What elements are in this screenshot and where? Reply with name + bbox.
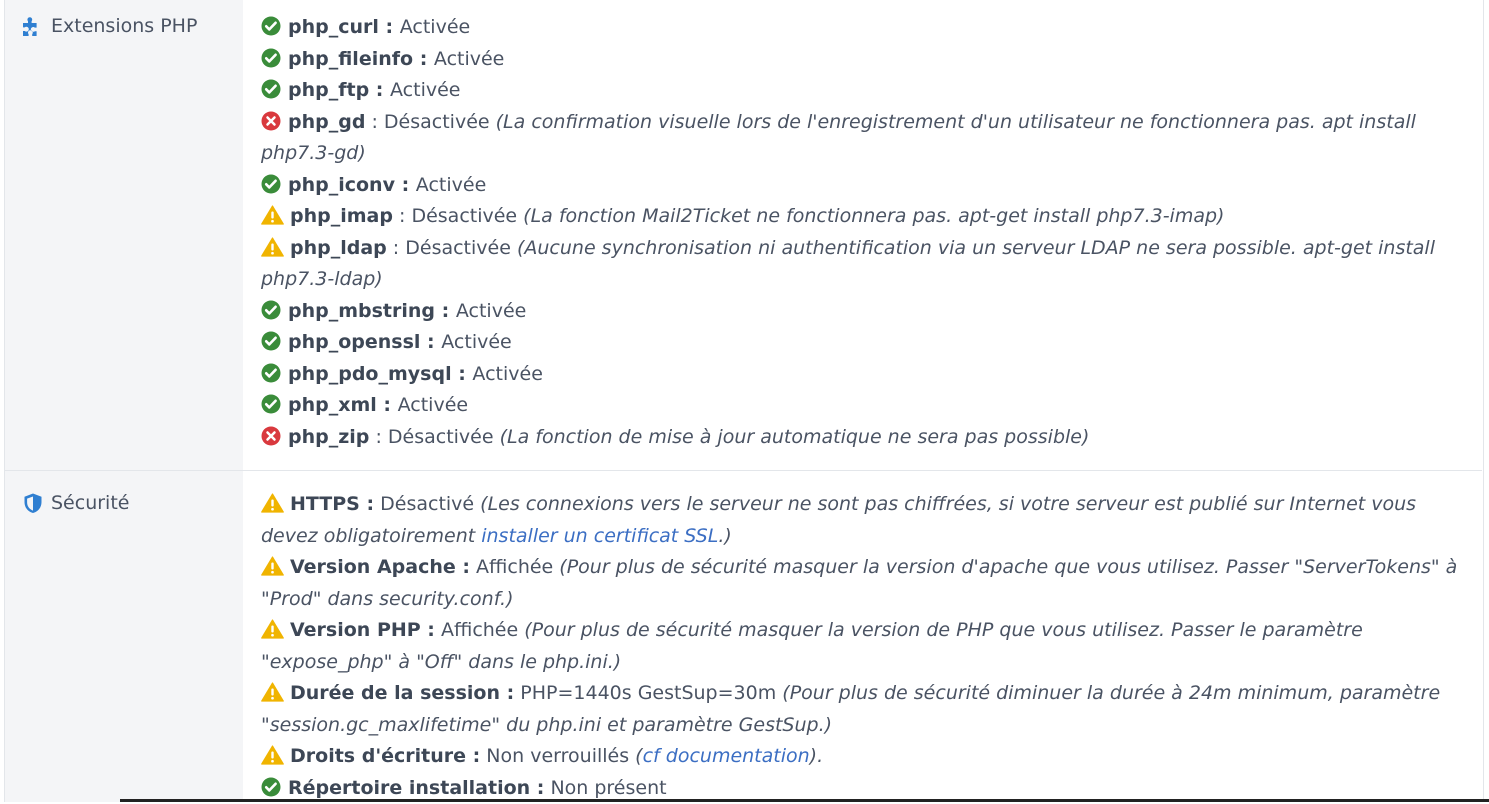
error-circle-icon bbox=[261, 111, 281, 131]
separator: : bbox=[377, 394, 398, 416]
extension-item bbox=[261, 233, 1468, 296]
security-item bbox=[261, 678, 1468, 741]
status-note-end: ). bbox=[810, 745, 823, 767]
security-name: Répertoire installation : bbox=[288, 777, 544, 799]
separator: : bbox=[452, 363, 473, 385]
extension-name: php_imap bbox=[290, 205, 393, 227]
separator: : bbox=[369, 426, 387, 448]
extensions-list bbox=[261, 12, 1468, 453]
label-column bbox=[5, 471, 243, 802]
security-name: HTTPS : bbox=[290, 493, 374, 515]
separator: : bbox=[420, 331, 441, 353]
section-label-extensions bbox=[21, 15, 197, 37]
warning-triangle-icon bbox=[261, 493, 284, 513]
extension-item bbox=[261, 201, 1468, 233]
status-value: Affichée bbox=[476, 556, 553, 578]
error-circle-icon bbox=[261, 426, 281, 446]
extension-name: php_curl bbox=[288, 16, 379, 38]
check-circle-icon bbox=[261, 16, 281, 36]
status-note-end: .) bbox=[718, 525, 731, 547]
warning-triangle-icon bbox=[261, 619, 284, 639]
status-value: Activée bbox=[472, 363, 542, 385]
status-note: ( bbox=[635, 745, 642, 767]
section-label-security bbox=[21, 492, 129, 514]
check-circle-icon bbox=[261, 363, 281, 383]
status-value: Désactivée bbox=[388, 426, 494, 448]
check-circle-icon bbox=[261, 777, 281, 797]
documentation-link[interactable]: installer un certificat SSL bbox=[481, 525, 718, 547]
section-label-text: Extensions PHP bbox=[51, 15, 197, 37]
extension-name: php_mbstring bbox=[288, 300, 435, 322]
status-note: (Pour plus de sécurité masquer la version de PHP que vous utilisez. Passer le paramètre "expose_php" à "Off" dans le php.ini.) bbox=[261, 619, 1363, 673]
extension-item bbox=[261, 327, 1468, 359]
puzzle-icon bbox=[21, 15, 45, 37]
extension-item bbox=[261, 359, 1468, 391]
extension-name: php_iconv bbox=[288, 174, 395, 196]
extension-name: php_zip bbox=[288, 426, 369, 448]
warning-triangle-icon bbox=[261, 745, 284, 765]
status-note: (Pour plus de sécurité masquer la version d'apache que vous utilisez. Passer "ServerTokens" à "Prod" dans security.conf.) bbox=[261, 556, 1457, 610]
check-circle-icon bbox=[261, 174, 281, 194]
extension-name: php_xml bbox=[288, 394, 377, 416]
warning-triangle-icon bbox=[261, 556, 284, 576]
security-item bbox=[261, 741, 1468, 773]
extension-name: php_openssl bbox=[288, 331, 420, 353]
status-value: Activée bbox=[390, 79, 460, 101]
extension-item bbox=[261, 422, 1468, 454]
separator: : bbox=[395, 174, 416, 196]
extension-item bbox=[261, 390, 1468, 422]
status-note: (Aucune synchronisation ni authentification via un serveur LDAP ne sera possible. apt-get install php7.3-ldap) bbox=[261, 237, 1435, 291]
section-label-text: Sécurité bbox=[51, 492, 129, 514]
status-value: Désactivé bbox=[380, 493, 474, 515]
status-value: Affichée bbox=[441, 619, 518, 641]
security-list bbox=[261, 489, 1468, 804]
check-circle-icon bbox=[261, 79, 281, 99]
status-value: Activée bbox=[456, 300, 526, 322]
extension-name: php_ldap bbox=[290, 237, 387, 259]
check-circle-icon bbox=[261, 300, 281, 320]
warning-triangle-icon bbox=[261, 205, 284, 225]
security-name: Version Apache : bbox=[290, 556, 470, 578]
extension-item bbox=[261, 12, 1468, 44]
separator: : bbox=[365, 111, 383, 133]
security-item bbox=[261, 615, 1468, 678]
separator: : bbox=[393, 205, 411, 227]
status-value: Désactivée bbox=[411, 205, 517, 227]
separator: : bbox=[379, 16, 400, 38]
status-note: (Pour plus de sécurité diminuer la durée à 24m minimum, paramètre "session.gc_maxlifetime" du php.ini et paramètre GestSup.) bbox=[261, 682, 1440, 736]
extension-name: php_gd bbox=[288, 111, 365, 133]
status-value: Activée bbox=[441, 331, 511, 353]
status-value: Activée bbox=[416, 174, 486, 196]
status-value: Désactivée bbox=[405, 237, 511, 259]
label-column bbox=[5, 0, 243, 470]
check-circle-icon bbox=[261, 331, 281, 351]
extension-item bbox=[261, 107, 1468, 170]
security-item bbox=[261, 489, 1468, 552]
status-value: Activée bbox=[400, 16, 470, 38]
security-row bbox=[4, 471, 1482, 802]
extensions-row bbox=[4, 0, 1482, 470]
shield-icon bbox=[21, 492, 45, 514]
status-value: Non verrouillés bbox=[486, 745, 629, 767]
status-note: (La confirmation visuelle lors de l'enregistrement d'un utilisateur ne fonctionnera pas. apt install php7.3-gd) bbox=[261, 111, 1416, 165]
extension-item bbox=[261, 75, 1468, 107]
warning-triangle-icon bbox=[261, 682, 284, 702]
security-item bbox=[261, 552, 1468, 615]
check-circle-icon bbox=[261, 48, 281, 68]
extension-item bbox=[261, 44, 1468, 76]
status-value: Activée bbox=[398, 394, 468, 416]
status-note: (La fonction de mise à jour automatique ne sera pas possible) bbox=[500, 426, 1090, 448]
separator: : bbox=[387, 237, 405, 259]
check-circle-icon bbox=[261, 394, 281, 414]
documentation-link[interactable]: cf documentation bbox=[643, 745, 810, 767]
extension-item bbox=[261, 170, 1468, 202]
warning-triangle-icon bbox=[261, 237, 284, 257]
extension-item bbox=[261, 296, 1468, 328]
separator: : bbox=[413, 48, 434, 70]
status-note: (La fonction Mail2Ticket ne fonctionnera pas. apt-get install php7.3-imap) bbox=[523, 205, 1224, 227]
separator: : bbox=[369, 79, 390, 101]
status-value: Non présent bbox=[550, 777, 666, 799]
extension-name: php_pdo_mysql bbox=[288, 363, 452, 385]
separator: : bbox=[435, 300, 456, 322]
extension-name: php_ftp bbox=[288, 79, 369, 101]
security-name: Version PHP : bbox=[290, 619, 435, 641]
security-name: Droits d'écriture : bbox=[290, 745, 480, 767]
extension-name: php_fileinfo bbox=[288, 48, 413, 70]
status-value: Activée bbox=[434, 48, 504, 70]
status-value: Désactivée bbox=[384, 111, 490, 133]
status-note: (Les connexions vers le serveur ne sont pas chiffrées, si votre serveur est publié sur Internet vous devez obligatoirement bbox=[261, 493, 1416, 547]
security-name: Durée de la session : bbox=[290, 682, 514, 704]
status-value: PHP=1440s GestSup=30m bbox=[520, 682, 776, 704]
